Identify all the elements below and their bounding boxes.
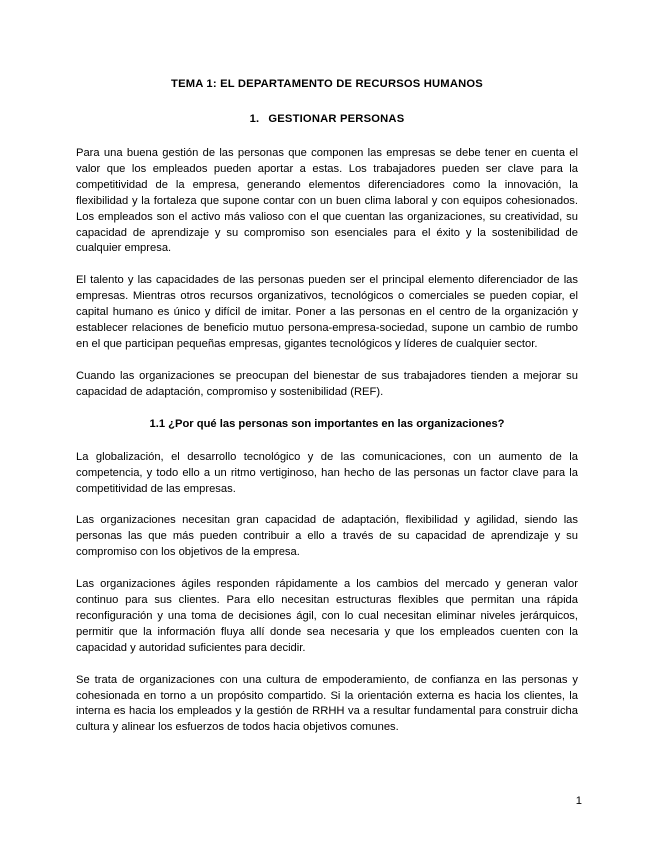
section-number: 1.: [249, 113, 260, 125]
subsection-title: 1.1 ¿Por qué las personas son importantes en las organizaciones?: [149, 417, 505, 430]
paragraph-sub-4: Se trata de organizaciones con una cultura de empoderamiento, de confianza en las personas y cohesionada en torno a un propósito compartido. Si la orientación externa es hacia los clientes, la interna es hacia los empleados y la gestión de RRHH va a resultar fundamental para construir dicha cultura y alinear los esfuerzos de todos hacia objetivos comunes.: [76, 673, 578, 734]
page-number: 1: [575, 795, 582, 807]
paragraph-intro-2: El talento y las capacidades de las personas pueden ser el principal elemento diferenciador de las empresas. Mientras otros recursos organizativos, tecnológicos o comerciales se pueden copiar, el capital humano es único y difícil de imitar. Poner a las personas en el centro de la organización y establecer relaciones de beneficio mutuo persona-empresa-sociedad, supone un cambio de rumbo en el que participan pequeñas empresas, gigantes tecnológicos y líderes de cualquier sector.: [76, 274, 578, 350]
paragraph-sub-2: Las organizaciones necesitan gran capacidad de adaptación, flexibilidad y agilidad, siendo las personas las que más pueden contribuir a ello a través de su capacidad de aprendizaje y su compromiso con los objetivos de la empresa.: [76, 514, 578, 559]
page-content: [76, 77, 578, 752]
document-title: TEMA 1: EL DEPARTAMENTO DE RECURSOS HUMANOS: [171, 78, 483, 90]
section-heading: [76, 112, 578, 126]
section-title: GESTIONAR PERSONAS: [268, 113, 405, 125]
paragraph-sub-3: Las organizaciones ágiles responden rápidamente a los cambios del mercado y generan valor continuo para sus clientes. Para ello necesitan estructuras flexibles que permitan una rápida reconfiguración y una toma de decisiones ágil, con lo cual necesitan eliminar niveles jerárquicos, permitir que la información fluya allí donde sea necesaria y que los empleados cuenten con la capacidad y autoridad suficientes para decidir.: [76, 578, 578, 654]
paragraph-intro-3: Cuando las organizaciones se preocupan del bienestar de sus trabajadores tienden a mejorar su capacidad de adaptación, compromiso y sostenibilidad (REF).: [76, 369, 578, 398]
paragraph-intro-1: Para una buena gestión de las personas que componen las empresas se debe tener en cuenta el valor que los empleados pueden aportar a estas. Los trabajadores pueden ser clave para la competitividad de la empresa, generando elementos diferenciadores como la innovación, la flexibilidad y la fortaleza que supone contar con un buen clima laboral y con equipos cohesionados. Los empleados son el activo más valioso con el que cuentan las organizaciones, su creatividad, su capacidad de aprendizaje y su compromiso son esenciales para el éxito y la sostenibilidad de cualquier empresa.: [76, 147, 578, 255]
paragraph-sub-1: La globalización, el desarrollo tecnológico y de las comunicaciones, con un aumento de la competencia, y todo ello a un ritmo vertiginoso, han hecho de las personas un factor clave para la competitividad de las empresas.: [76, 450, 578, 495]
